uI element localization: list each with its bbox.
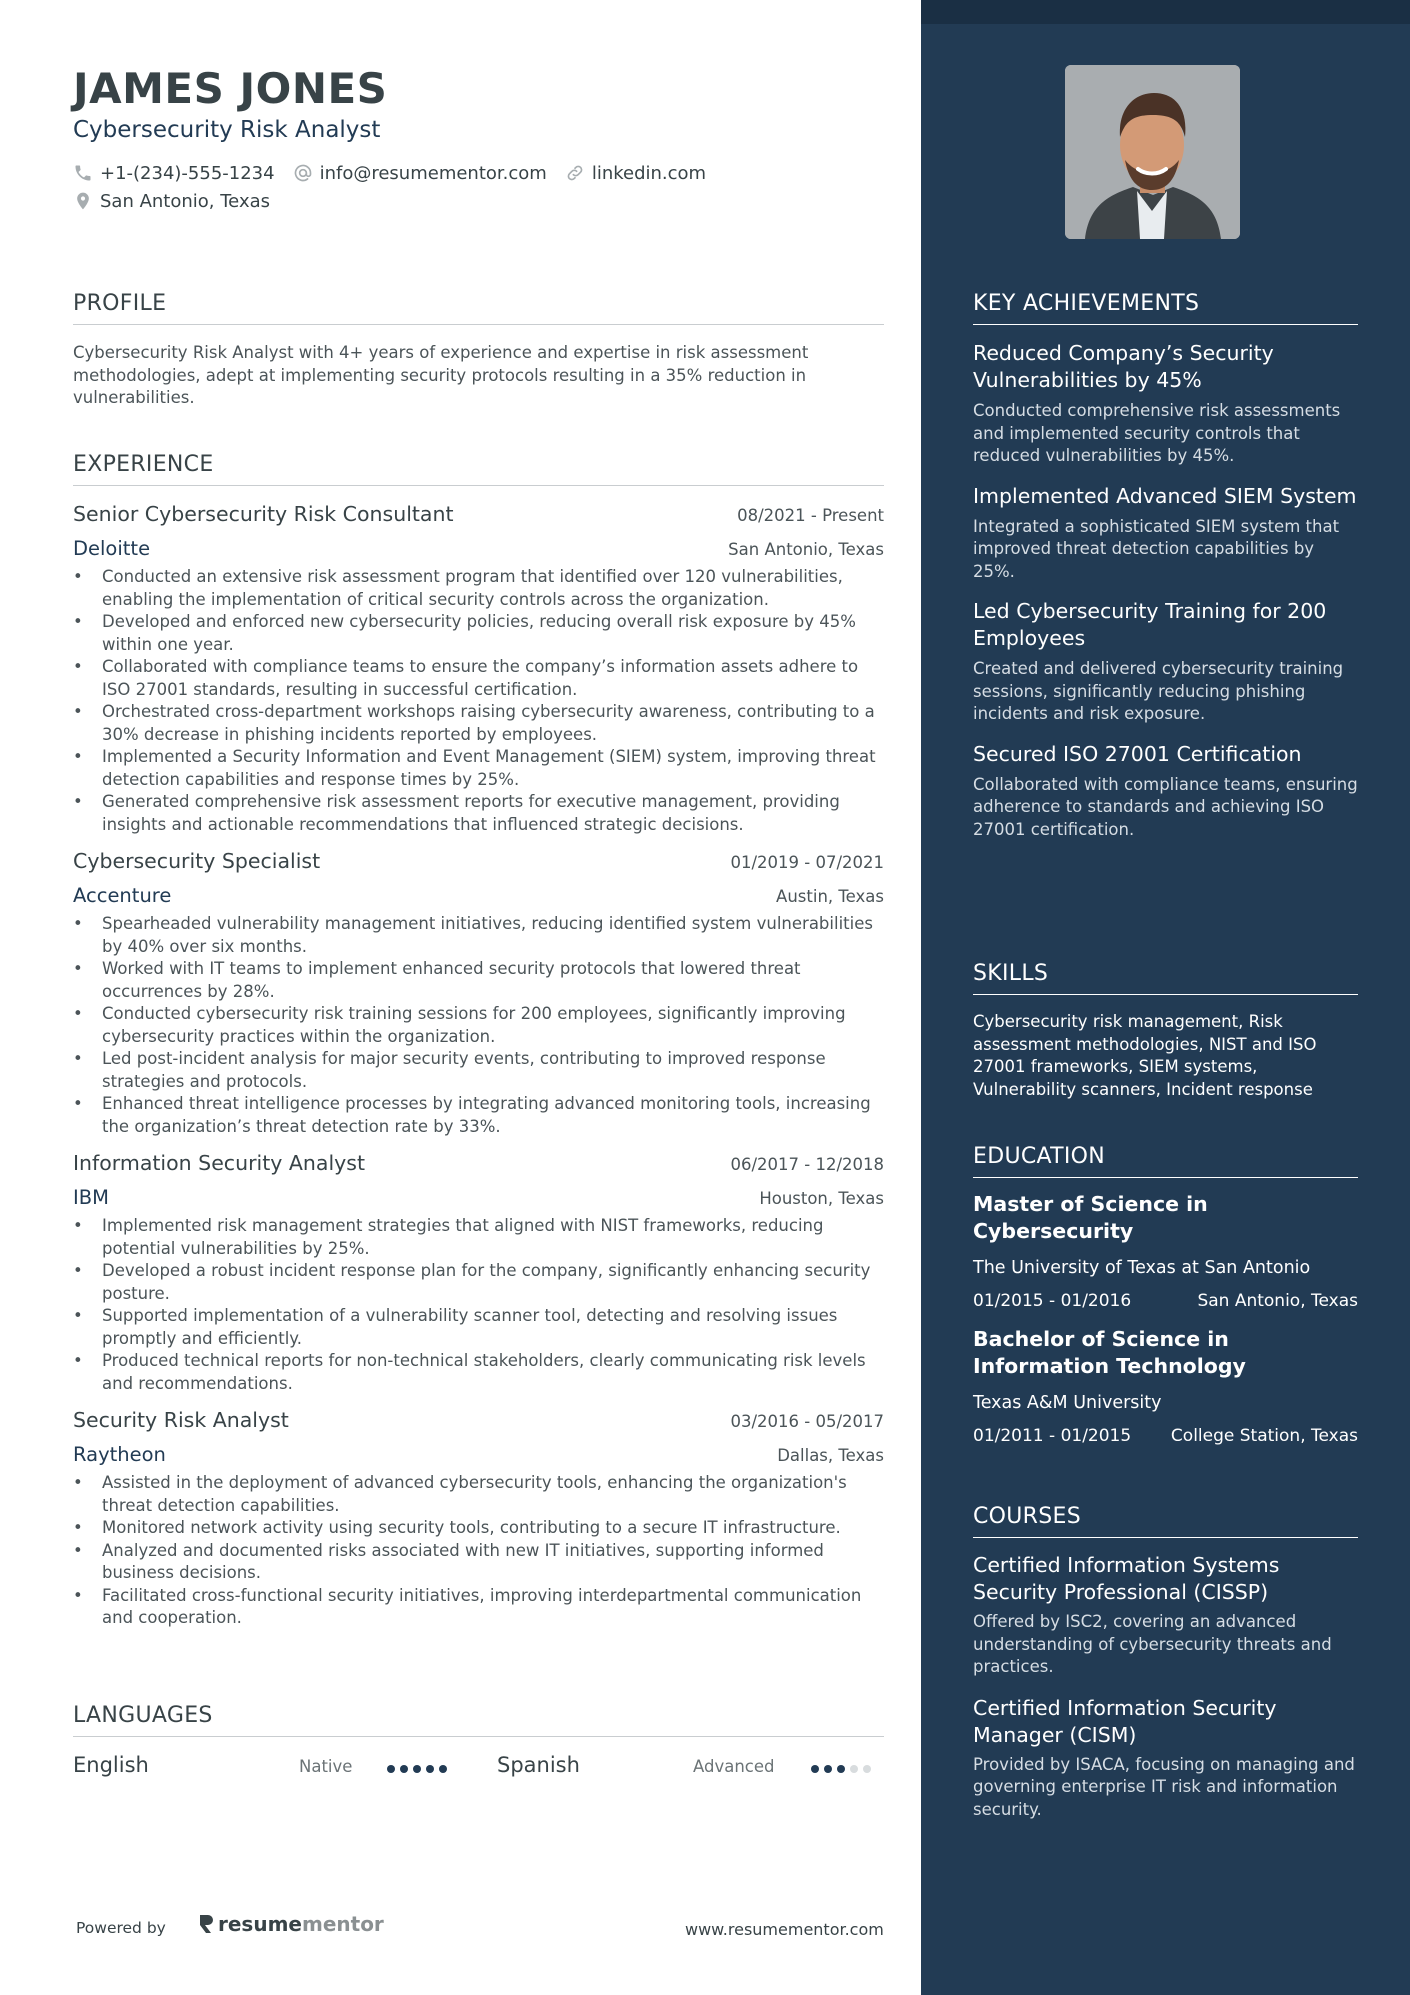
job-bullet: • Supported implementation of a vulnerability scanner tool, detecting and resolving issues promptly and efficiently. <box>73 1305 884 1350</box>
profile-summary: Cybersecurity Risk Analyst with 4+ years of experience and expertise in risk assessment methodologies, adept at implementing security protocols resulting in a 35% reduction in vulnerabilities. <box>73 343 809 407</box>
job-header <box>73 849 884 873</box>
job-title: Information Security Analyst <box>73 1151 366 1175</box>
education-dates: 01/2015 - 01/2016 <box>973 1291 1132 1311</box>
job-entry <box>73 849 884 1138</box>
job-bullet: • Produced technical reports for non-technical stakeholders, clearly communicating risk levels and recommendations. <box>73 1350 884 1395</box>
language-proficiency-dots <box>387 1765 452 1773</box>
phone-text: +1-(234)-555-1234 <box>100 162 275 184</box>
education-degree: Master of Science in Cybersecurity <box>973 1192 1208 1243</box>
job-subheader <box>73 884 884 907</box>
achievement-item <box>973 340 1358 468</box>
achievements-heading: KEY ACHIEVEMENTS <box>973 291 1358 325</box>
proficiency-dot-filled <box>387 1765 395 1773</box>
contact-linkedin[interactable] <box>565 163 706 184</box>
proficiency-dot-filled <box>413 1765 421 1773</box>
course-item <box>973 1695 1358 1822</box>
contact-email[interactable] <box>293 163 547 184</box>
job-subheader <box>73 1443 884 1466</box>
job-bullet: • Conducted cybersecurity risk training sessions for 200 employees, significantly improving cybersecurity practices within the organization. <box>73 1003 884 1048</box>
contact-phone[interactable] <box>73 163 275 184</box>
education-item <box>973 1191 1358 1311</box>
achievement-title: Reduced Company’s Security Vulnerabilities by 45% <box>973 341 1274 392</box>
achievement-title: Secured ISO 27001 Certification <box>973 741 1302 766</box>
education-list <box>973 1191 1358 1461</box>
language-name: Spanish <box>497 1753 580 1777</box>
achievement-description: Collaborated with compliance teams, ensuring adherence to standards and achieving ISO 27001 certification. <box>973 774 1358 839</box>
experience-heading: EXPERIENCE <box>73 452 884 486</box>
job-bullet: • Analyzed and documented risks associated with new IT initiatives, supporting informed business decisions. <box>73 1540 884 1585</box>
location-pin-icon <box>73 190 93 212</box>
language-level: Native <box>299 1757 353 1776</box>
achievement-description: Conducted comprehensive risk assessments and implemented security controls that reduced vulnerabilities by 45%. <box>973 401 1341 465</box>
job-company: IBM <box>73 1186 109 1209</box>
job-company: Accenture <box>73 884 172 907</box>
languages-list <box>73 1753 884 1783</box>
course-title: Certified Information Systems Security Professional (CISSP) <box>973 1553 1280 1604</box>
proficiency-dot-filled <box>426 1765 434 1773</box>
education-location: San Antonio, Texas <box>1197 1291 1358 1311</box>
education-meta <box>973 1291 1358 1311</box>
courses-list <box>973 1552 1358 1837</box>
at-icon <box>293 163 313 183</box>
education-heading: EDUCATION <box>973 1144 1358 1178</box>
achievement-title: Led Cybersecurity Training for 200 Employees <box>973 599 1327 650</box>
contact-info <box>73 160 893 216</box>
skills-heading: SKILLS <box>973 961 1358 995</box>
job-subheader <box>73 1186 884 1209</box>
proficiency-dot-empty <box>850 1765 858 1773</box>
job-location: Dallas, Texas <box>777 1446 884 1465</box>
job-bullet: • Facilitated cross-functional security initiatives, improving interdepartmental communication and cooperation. <box>73 1585 884 1630</box>
brand-logo[interactable] <box>197 1912 384 1936</box>
footer-website-link[interactable]: www.resumementor.com <box>685 1920 884 1939</box>
job-header <box>73 502 884 526</box>
candidate-name: JAMES JONES <box>73 64 388 113</box>
location-text: San Antonio, Texas <box>100 190 270 212</box>
job-entry <box>73 1408 884 1630</box>
course-title: Certified Information Security Manager (CISM) <box>973 1695 1277 1747</box>
proficiency-dot-empty <box>863 1765 871 1773</box>
education-item <box>973 1326 1358 1446</box>
portrait-image <box>1065 65 1240 239</box>
job-bullet: • Orchestrated cross-department workshops raising cybersecurity awareness, contributing to a 30% decrease in phishing incidents reported by employees. <box>73 701 884 746</box>
job-bullet: • Developed a robust incident response plan for the company, significantly enhancing security posture. <box>73 1260 884 1305</box>
experience-list <box>73 502 884 1643</box>
job-bullet: • Conducted an extensive risk assessment program that identified over 120 vulnerabilities, enabling the implementation of critical security controls across the organization. <box>73 566 884 611</box>
job-location: Austin, Texas <box>776 887 884 906</box>
powered-by-label: Powered by <box>76 1919 166 1937</box>
linkedin-text: linkedin.com <box>591 162 707 184</box>
job-title: Senior Cybersecurity Risk Consultant <box>73 502 454 526</box>
job-entry <box>73 1151 884 1395</box>
achievement-item <box>973 598 1358 726</box>
education-location: College Station, Texas <box>1170 1426 1358 1446</box>
contact-location <box>73 190 270 212</box>
achievement-description: Integrated a sophisticated SIEM system that improved threat detection capabilities by 25%. <box>973 516 1340 581</box>
education-degree: Bachelor of Science in Information Technology <box>973 1327 1246 1378</box>
job-bullet: • Collaborated with compliance teams to ensure the company’s information assets adhere to ISO 27001 standards, resulting in successful certification. <box>73 656 884 701</box>
job-company: Raytheon <box>73 1443 166 1466</box>
job-header <box>73 1408 884 1432</box>
job-bullets <box>73 1472 884 1630</box>
brand-text-b: mentor <box>301 1912 384 1936</box>
achievement-description: Created and delivered cybersecurity training sessions, significantly reducing phishing incidents and risk exposure. <box>973 659 1344 723</box>
job-company: Deloitte <box>73 537 151 560</box>
job-bullet: • Monitored network activity using security tools, contributing to a secure IT infrastructure. <box>73 1517 884 1540</box>
education-dates: 01/2011 - 01/2015 <box>973 1426 1132 1446</box>
language-level: Advanced <box>693 1757 775 1776</box>
job-bullets <box>73 913 884 1138</box>
job-bullet: • Implemented risk management strategies that aligned with NIST frameworks, reducing potential vulnerabilities by 25%. <box>73 1215 884 1260</box>
course-description: Offered by ISC2, covering an advanced understanding of cybersecurity threats and practices. <box>973 1612 1332 1676</box>
proficiency-dot-filled <box>811 1765 819 1773</box>
education-meta <box>973 1426 1358 1446</box>
achievement-title: Implemented Advanced SIEM System <box>973 483 1357 508</box>
proficiency-dot-filled <box>824 1765 832 1773</box>
profile-photo <box>1065 65 1240 239</box>
job-dates: 01/2019 - 07/2021 <box>730 853 884 872</box>
link-icon <box>565 163 585 183</box>
sidebar <box>921 0 1410 1995</box>
proficiency-dot-filled <box>837 1765 845 1773</box>
job-bullet: • Assisted in the deployment of advanced cybersecurity tools, enhancing the organization's threat detection capabilities. <box>73 1472 884 1517</box>
job-bullet: • Led post-incident analysis for major security events, contributing to improved response strategies and protocols. <box>73 1048 884 1093</box>
sidebar-top-bar <box>921 0 1410 24</box>
job-bullet: • Spearheaded vulnerability management initiatives, reducing identified system vulnerabilities by 40% over six months. <box>73 913 884 958</box>
email-text: info@resumementor.com <box>319 162 547 184</box>
brand-text-a: resume <box>218 1912 302 1936</box>
job-dates: 08/2021 - Present <box>737 506 884 525</box>
job-bullet: • Worked with IT teams to implement enhanced security protocols that lowered threat occurrences by 28%. <box>73 958 884 1003</box>
job-location: San Antonio, Texas <box>728 540 884 559</box>
job-bullet: • Generated comprehensive risk assessment reports for executive management, providing insights and actionable recommendations that influenced strategic decisions. <box>73 791 884 836</box>
job-header <box>73 1151 884 1175</box>
achievement-item <box>973 741 1358 842</box>
language-proficiency-dots <box>811 1765 876 1773</box>
candidate-role: Cybersecurity Risk Analyst <box>73 117 381 143</box>
achievement-item <box>973 483 1358 584</box>
courses-heading: COURSES <box>973 1504 1358 1538</box>
proficiency-dot-filled <box>439 1765 447 1773</box>
proficiency-dot-filled <box>400 1765 408 1773</box>
resumementor-logo-icon <box>197 1913 215 1935</box>
skills-text: Cybersecurity risk management, Risk assessment methodologies, NIST and ISO 27001 frameworks, SIEM systems, Vulnerability scanners, Incident response <box>973 1012 1317 1099</box>
education-school: The University of Texas at San Antonio <box>973 1258 1311 1278</box>
course-description: Provided by ISACA, focusing on managing and governing enterprise IT risk and information security. <box>973 1754 1355 1819</box>
job-entry <box>73 502 884 836</box>
education-school: Texas A&M University <box>973 1393 1162 1413</box>
job-subheader <box>73 537 884 560</box>
profile-heading: PROFILE <box>73 291 884 325</box>
job-dates: 03/2016 - 05/2017 <box>730 1412 884 1431</box>
languages-heading: LANGUAGES <box>73 1703 884 1737</box>
job-bullets <box>73 566 884 836</box>
job-bullet: • Implemented a Security Information and Event Management (SIEM) system, improving threat detection capabilities and response times by 25%. <box>73 746 884 791</box>
job-bullet: • Developed and enforced new cybersecurity policies, reducing overall risk exposure by 45% within one year. <box>73 611 884 656</box>
phone-icon <box>73 163 93 183</box>
job-location: Houston, Texas <box>759 1189 884 1208</box>
job-dates: 06/2017 - 12/2018 <box>730 1155 884 1174</box>
job-title: Security Risk Analyst <box>73 1408 289 1432</box>
job-title: Cybersecurity Specialist <box>73 849 321 873</box>
job-bullets <box>73 1215 884 1395</box>
job-bullet: • Enhanced threat intelligence processes by integrating advanced monitoring tools, increasing the organization’s threat detection rate by 33%. <box>73 1093 884 1138</box>
language-name: English <box>73 1753 149 1777</box>
course-item <box>973 1552 1358 1679</box>
achievements-list <box>973 340 1358 856</box>
